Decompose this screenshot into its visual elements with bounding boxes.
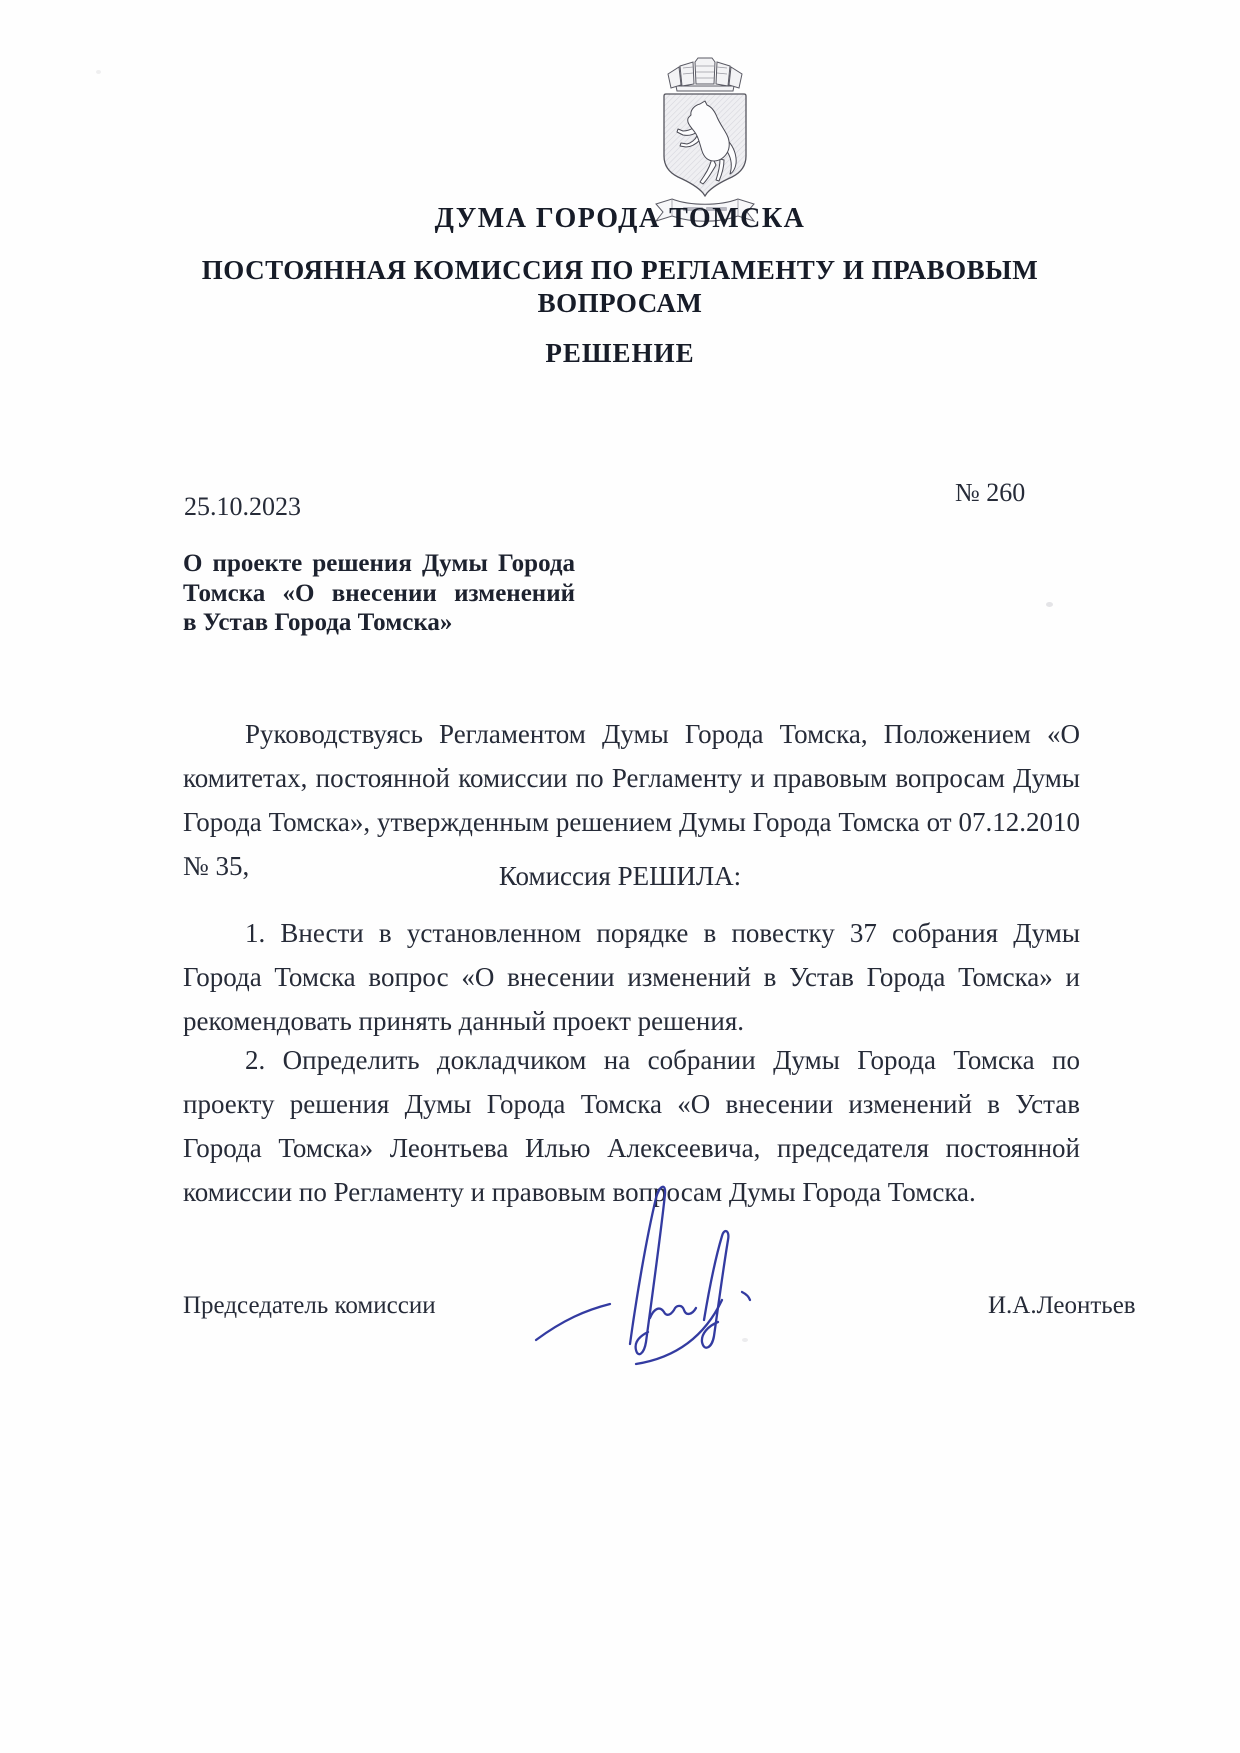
resolution-item-2: 2. Определить докладчиком на собрании Думы Города Томска по проекту решения Думы Города Томска «О внесении изменений в Устав Города Томска» Леонтьева Илью Алексеевича, председателя постоянной комиссии по Регламенту и правовым вопросам Думы Города Томска. (183, 1045, 1080, 1207)
scan-speck (742, 1338, 748, 1342)
document-subject (183, 549, 575, 638)
preamble-paragraph: Руководствуясь Регламентом Думы Города Томска, Положением «О комитетах, постоянной комиссии по Регламенту и правовым вопросам Думы Города Томска», утвержденным решением Думы Города Томска от 07.12.2010 № 35, (183, 719, 1080, 881)
org-name: ДУМА ГОРОДА ТОМСКА (434, 203, 806, 234)
signer-position-label: Председатель комиссии (183, 1292, 436, 1319)
scan-speck (96, 70, 101, 74)
resolution-item-1: 1. Внести в установленном порядке в повестку 37 собрания Думы Города Томска вопрос «О внесении изменений в Устав Города Томска» и рекомендовать принять данный проект решения. (183, 918, 1080, 1036)
document-type-title: РЕШЕНИЕ (545, 338, 695, 368)
document-date: 25.10.2023 (184, 492, 301, 521)
document-number: № 260 (955, 478, 1026, 507)
resolution-intro: Комиссия РЕШИЛА: (498, 861, 742, 891)
subject-line: Томска «О внесении изменений (183, 579, 575, 607)
scan-speck (1046, 602, 1053, 607)
subject-line: О проекте решения Думы Города (183, 550, 575, 577)
signer-name: И.А.Леонтьев (988, 1292, 1136, 1319)
commission-name: ПОСТОЯННАЯ КОМИССИЯ ПО РЕГЛАМЕНТУ И ПРАВОВЫМ ВОПРОСАМ (201, 255, 1039, 318)
handwritten-signature (518, 1172, 824, 1377)
subject-line: в Устав Города Томска» (183, 609, 453, 636)
